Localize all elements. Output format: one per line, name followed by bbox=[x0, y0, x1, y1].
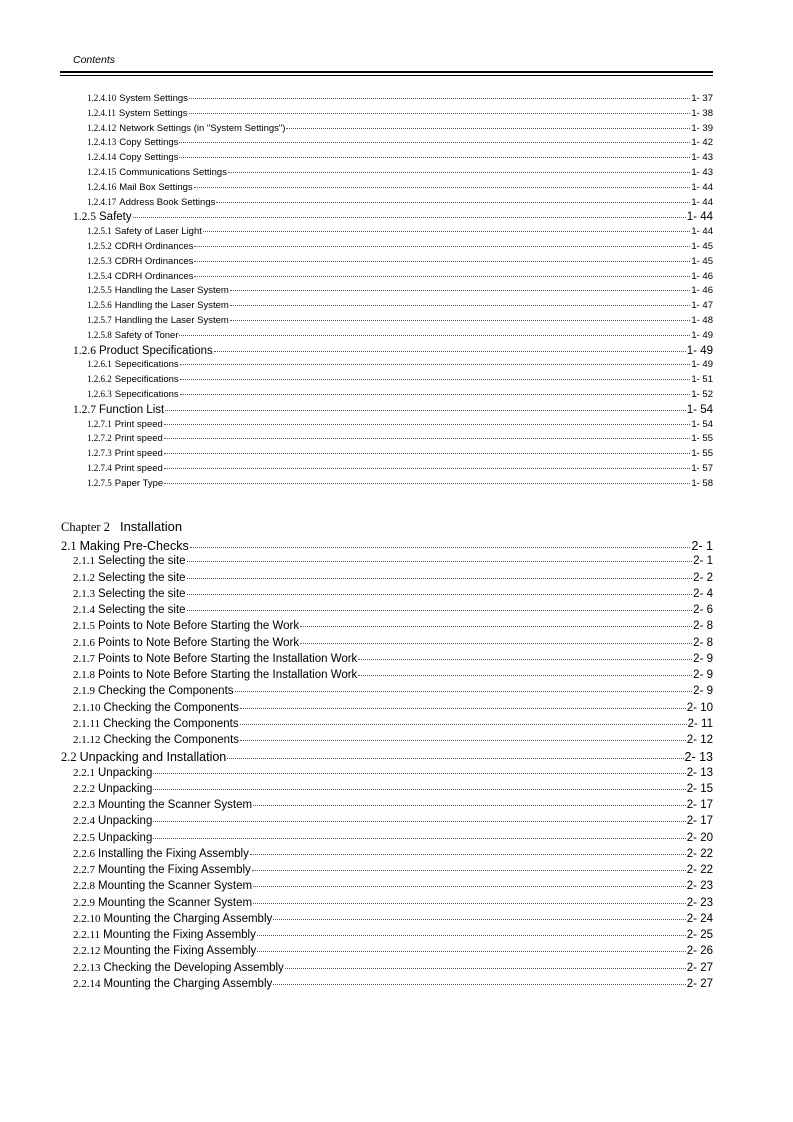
dot-leader bbox=[273, 919, 686, 920]
toc-entry-title: CDRH Ordinances bbox=[114, 270, 194, 282]
toc-entry-title: Checking the Components bbox=[98, 685, 234, 698]
toc-entry-number: 2.2.7 bbox=[73, 864, 95, 876]
toc-entry-title: Safety of Laser Light bbox=[114, 226, 202, 238]
toc-entry-title: Unpacking bbox=[98, 831, 153, 844]
toc-entry-number: 2.1 bbox=[61, 539, 77, 553]
dot-leader bbox=[194, 246, 690, 247]
toc-entry-title: Print speed bbox=[114, 418, 163, 430]
toc-entry[interactable] bbox=[0, 211, 713, 223]
toc-entry[interactable] bbox=[0, 330, 713, 341]
toc-entry-number: 1.2.5.6 bbox=[87, 300, 112, 311]
toc-entry-number: 2.2.8 bbox=[73, 880, 95, 893]
toc-entry[interactable] bbox=[0, 620, 713, 632]
dot-leader bbox=[187, 594, 693, 595]
toc-entry[interactable] bbox=[0, 256, 713, 267]
toc-entry[interactable] bbox=[0, 864, 713, 876]
toc-entry-number: 2.2.2 bbox=[73, 782, 95, 795]
toc-entry-title: Mounting the Fixing Assembly bbox=[98, 864, 251, 876]
toc-entry-title: Mounting the Scanner System bbox=[98, 799, 253, 811]
toc-entry-page: 2- 8 bbox=[693, 620, 713, 633]
toc-entry-title: Selecting the site bbox=[98, 587, 186, 600]
toc-entry-number: 2.1.5 bbox=[73, 620, 95, 633]
toc-entry-title: Safety bbox=[99, 211, 132, 224]
toc-entry-number: 2.1.2 bbox=[73, 571, 95, 584]
toc-entry-title: Unpacking bbox=[98, 782, 153, 795]
toc-entry-number: 1.2.7.1 bbox=[87, 418, 112, 429]
toc-entry[interactable] bbox=[0, 880, 713, 892]
toc-entry-number: 1.2.6.3 bbox=[87, 389, 112, 399]
toc-entry-number: 1.2.4.17 bbox=[87, 196, 117, 207]
toc-entry-number: 1.2.6.1 bbox=[87, 359, 112, 370]
toc-entry-page: 1- 45 bbox=[691, 241, 713, 252]
dot-leader bbox=[240, 740, 686, 741]
dot-leader bbox=[190, 547, 691, 548]
toc-entry-page: 1- 48 bbox=[691, 315, 713, 326]
toc-entry[interactable] bbox=[0, 197, 713, 208]
toc-entry-page: 1- 37 bbox=[691, 93, 713, 104]
toc-entry-page: 1- 49 bbox=[691, 359, 713, 371]
toc-entry-number: 1.2.7.5 bbox=[87, 477, 112, 488]
toc-entry-number: 1.2.4.13 bbox=[87, 137, 117, 148]
toc-entry-title: Selecting the site bbox=[98, 555, 186, 568]
toc-entry[interactable] bbox=[0, 539, 713, 554]
toc-entry-title: Points to Note Before Starting the Installation Work bbox=[98, 652, 358, 665]
toc-entry-number: 2.2.3 bbox=[73, 799, 95, 811]
toc-entry[interactable] bbox=[0, 374, 713, 385]
toc-entry-number: 1.2.5 bbox=[73, 211, 96, 224]
dot-leader bbox=[300, 626, 692, 627]
dot-leader bbox=[230, 320, 691, 321]
toc-entry[interactable] bbox=[0, 832, 713, 844]
toc-entry[interactable] bbox=[0, 345, 713, 357]
toc-entry-title: Unpacking and Installation bbox=[79, 750, 227, 765]
toc-entry[interactable] bbox=[0, 978, 713, 990]
toc-entry-number: 2.2.5 bbox=[73, 831, 95, 844]
toc-entry[interactable] bbox=[0, 702, 713, 714]
toc-entry-page: 2- 15 bbox=[686, 782, 713, 795]
toc-entry-page: 2- 9 bbox=[693, 685, 713, 698]
toc-entry-title: Copy Settings bbox=[119, 152, 179, 164]
toc-entry-page: 1- 51 bbox=[691, 374, 713, 386]
toc-entry-page: 2- 13 bbox=[684, 750, 713, 765]
toc-entry-title: System Settings bbox=[118, 107, 188, 119]
toc-entry[interactable] bbox=[0, 389, 713, 400]
toc-entry-title: Checking the Developing Assembly bbox=[103, 961, 284, 974]
toc-entry-title: Mounting the Scanner System bbox=[98, 880, 253, 893]
toc-entry-number: 2.2.12 bbox=[73, 945, 101, 958]
dot-leader bbox=[187, 561, 693, 562]
toc-entry-page: 1- 44 bbox=[691, 181, 713, 193]
toc-entry-number: 1.2.7 bbox=[73, 403, 96, 416]
toc-entry[interactable] bbox=[0, 848, 713, 860]
toc-entry[interactable] bbox=[0, 637, 713, 649]
toc-entry-number: 2.1.3 bbox=[73, 587, 95, 600]
toc-entry[interactable] bbox=[0, 913, 713, 925]
toc-entry-page: 1- 39 bbox=[691, 122, 713, 134]
toc-entry-number: 2.1.11 bbox=[73, 717, 101, 730]
toc-entry[interactable] bbox=[0, 750, 713, 765]
dot-leader bbox=[250, 854, 686, 855]
toc-entry-title: Sepecifications bbox=[114, 389, 179, 400]
toc-entry-title: Selecting the site bbox=[98, 571, 186, 584]
toc-entry-page: 2- 20 bbox=[686, 831, 713, 844]
toc-entry[interactable] bbox=[0, 572, 713, 584]
toc-entry-title: Paper Type bbox=[114, 477, 164, 489]
toc-entry-title: Print speed bbox=[114, 463, 163, 474]
dot-leader bbox=[203, 231, 690, 232]
toc-entry-page: 1- 43 bbox=[691, 152, 713, 164]
dot-leader bbox=[214, 351, 686, 352]
dot-leader bbox=[153, 838, 685, 839]
toc-entry-page: 2- 17 bbox=[686, 799, 713, 811]
toc-entry-page: 1- 54 bbox=[686, 403, 713, 416]
dot-leader bbox=[227, 758, 683, 759]
toc-entry-number: 1.2.4.14 bbox=[87, 152, 117, 163]
toc-entry-number: 2.1.10 bbox=[73, 701, 101, 714]
toc-entry-title: Unpacking bbox=[98, 766, 153, 779]
toc-entry-page: 2- 1 bbox=[693, 555, 713, 568]
toc-entry[interactable] bbox=[0, 653, 713, 665]
toc-entry-page: 2- 23 bbox=[686, 896, 713, 909]
toc-entry-page: 2- 27 bbox=[686, 977, 713, 990]
toc-entry-number: 1.2.7.3 bbox=[87, 448, 112, 459]
toc-entry-page: 1- 42 bbox=[691, 137, 713, 149]
toc-entry-title: Making Pre-Checks bbox=[79, 539, 189, 553]
dot-leader bbox=[179, 157, 690, 158]
toc-entry-page: 2- 11 bbox=[687, 717, 713, 730]
toc-entry-number: 2.2.13 bbox=[73, 961, 101, 974]
toc-entry-title: Handling the Laser System bbox=[114, 285, 229, 297]
toc-entry[interactable] bbox=[0, 799, 713, 811]
toc-entry-title: Mounting the Charging Assembly bbox=[103, 912, 273, 925]
toc-entry[interactable] bbox=[0, 241, 713, 252]
toc-entry-page: 2- 13 bbox=[686, 766, 713, 779]
dot-leader bbox=[180, 364, 691, 365]
toc-entry-title: Mounting the Charging Assembly bbox=[103, 977, 273, 990]
toc-entry-title: CDRH Ordinances bbox=[114, 241, 194, 252]
chapter-label: Chapter 2 bbox=[61, 520, 110, 534]
toc-entry-number: 1.2.7.4 bbox=[87, 463, 112, 473]
toc-entry-title: Print speed bbox=[114, 433, 163, 445]
toc-entry-page: 2- 17 bbox=[686, 815, 713, 828]
dot-leader bbox=[252, 870, 686, 871]
toc-entry-number: 1.2.4.15 bbox=[87, 167, 117, 177]
toc-entry-page: 1- 43 bbox=[691, 167, 713, 178]
toc-entry-page: 2- 23 bbox=[686, 880, 713, 893]
toc-entry-page: 1- 55 bbox=[691, 433, 713, 445]
running-header: Contents bbox=[73, 54, 116, 66]
toc-entry-number: 2.2 bbox=[61, 750, 77, 765]
toc-entry[interactable] bbox=[0, 315, 713, 326]
toc-entry-number: 1.2.6.2 bbox=[87, 374, 112, 385]
dot-leader bbox=[253, 886, 686, 887]
toc-entry[interactable] bbox=[0, 182, 713, 193]
toc-entry-page: 2- 4 bbox=[693, 587, 713, 600]
toc-entry-number: 1.2.4.16 bbox=[87, 181, 117, 192]
dot-leader bbox=[187, 610, 693, 611]
toc-entry[interactable] bbox=[0, 815, 713, 827]
toc-entry-number: 2.1.1 bbox=[73, 555, 95, 568]
dot-leader bbox=[179, 335, 690, 336]
toc-entry[interactable] bbox=[0, 300, 713, 311]
dot-leader bbox=[235, 691, 693, 692]
toc-entry-number: 1.2.4.10 bbox=[87, 93, 117, 103]
toc-entry-page: 1- 52 bbox=[691, 389, 713, 400]
dot-leader bbox=[286, 128, 690, 129]
toc-entry[interactable] bbox=[0, 897, 713, 909]
toc-entry-number: 1.2.5.5 bbox=[87, 285, 112, 296]
toc-entry-number: 1.2.5.8 bbox=[87, 329, 112, 340]
toc-entry-title: Installing the Fixing Assembly bbox=[98, 847, 249, 860]
dot-leader bbox=[358, 659, 692, 660]
toc-entry-page: 2- 25 bbox=[686, 929, 713, 941]
dot-leader bbox=[273, 984, 686, 985]
toc-entry-number: 1.2.5.1 bbox=[87, 226, 112, 237]
toc-entry-title: Function List bbox=[99, 403, 165, 416]
toc-entry-number: 2.2.1 bbox=[73, 766, 95, 779]
toc-entry[interactable] bbox=[0, 478, 713, 489]
dot-leader bbox=[164, 483, 690, 484]
toc-entry-number: 2.1.12 bbox=[73, 734, 101, 746]
toc-entry-page: 2- 22 bbox=[686, 847, 713, 860]
toc-entry-title: Safety of Toner bbox=[114, 329, 179, 341]
dot-leader bbox=[165, 410, 686, 411]
toc-entry-number: 1.2.6 bbox=[73, 344, 96, 357]
toc-entry-number: 2.1.4 bbox=[73, 604, 95, 616]
toc-entry-title: Selecting the site bbox=[98, 604, 186, 616]
dot-leader bbox=[189, 98, 690, 99]
dot-leader bbox=[194, 276, 690, 277]
toc-entry-page: 2- 2 bbox=[693, 571, 713, 584]
toc-entry-page: 2- 26 bbox=[686, 945, 713, 958]
toc-entry-number: 1.2.5.3 bbox=[87, 255, 112, 266]
toc-entry[interactable] bbox=[0, 108, 713, 119]
dot-leader bbox=[153, 821, 685, 822]
toc-entry[interactable] bbox=[0, 685, 713, 697]
toc-entry[interactable] bbox=[0, 669, 713, 681]
dot-leader bbox=[179, 142, 690, 143]
toc-entry-page: 1- 38 bbox=[691, 107, 713, 119]
dot-leader bbox=[216, 202, 690, 203]
toc-entry-number: 1.2.5.2 bbox=[87, 241, 112, 251]
toc-entry-title: Network Settings (in "System Settings") bbox=[119, 122, 286, 134]
toc-entry-title: Handling the Laser System bbox=[114, 300, 229, 312]
dot-leader bbox=[133, 217, 686, 218]
toc-entry-number: 2.1.7 bbox=[73, 652, 95, 665]
toc-entry-number: 2.2.9 bbox=[73, 896, 95, 909]
toc-entry[interactable] bbox=[0, 419, 713, 430]
toc-entry[interactable] bbox=[0, 783, 713, 795]
toc-entry-page: 1- 54 bbox=[691, 418, 713, 430]
chapter-heading bbox=[61, 518, 182, 536]
dot-leader bbox=[240, 724, 687, 725]
toc-entry-title: Sepecifications bbox=[114, 359, 179, 371]
toc-entry-number: 2.1.8 bbox=[73, 669, 95, 681]
toc-entry-page: 2- 12 bbox=[686, 734, 713, 746]
toc-entry-page: 2- 27 bbox=[686, 961, 713, 974]
toc-entry-number: 2.2.11 bbox=[73, 929, 101, 941]
toc-entry-title: Handling the Laser System bbox=[114, 315, 229, 326]
toc-entry-page: 1- 57 bbox=[691, 463, 713, 474]
toc-entry-number: 1.2.4.11 bbox=[87, 107, 116, 118]
toc-entry[interactable] bbox=[0, 167, 713, 178]
toc-entry-page: 2- 1 bbox=[691, 539, 713, 553]
toc-entry-number: 2.2.10 bbox=[73, 912, 101, 925]
dot-leader bbox=[180, 379, 691, 380]
dot-leader bbox=[300, 643, 692, 644]
dot-leader bbox=[230, 290, 691, 291]
toc-entry[interactable] bbox=[0, 359, 713, 370]
toc-entry-page: 2- 6 bbox=[693, 604, 713, 616]
toc-entry[interactable] bbox=[0, 718, 713, 730]
toc-entry-page: 1- 58 bbox=[691, 477, 713, 489]
toc-entry-page: 2- 24 bbox=[686, 912, 713, 925]
toc-entry-page: 1- 55 bbox=[691, 448, 713, 460]
toc-entry-title: Print speed bbox=[114, 448, 163, 460]
toc-entry[interactable] bbox=[0, 767, 713, 779]
toc-entry-page: 2- 9 bbox=[693, 669, 713, 681]
dot-leader bbox=[257, 935, 686, 936]
toc-entry-number: 1.2.5.4 bbox=[87, 270, 112, 281]
dot-leader bbox=[253, 903, 686, 904]
dot-leader bbox=[180, 394, 691, 395]
toc-entry-title: Points to Note Before Starting the Work bbox=[98, 636, 300, 649]
toc-entry-page: 1- 45 bbox=[691, 255, 713, 267]
toc-entry[interactable] bbox=[0, 448, 713, 459]
dot-leader bbox=[187, 578, 693, 579]
toc-entry[interactable] bbox=[0, 404, 713, 416]
dot-leader bbox=[164, 453, 691, 454]
toc-entry-title: Checking the Components bbox=[103, 717, 239, 730]
toc-entry-page: 1- 46 bbox=[691, 270, 713, 282]
toc-entry-page: 1- 44 bbox=[691, 226, 713, 238]
toc-entry[interactable] bbox=[0, 226, 713, 237]
toc-entry[interactable] bbox=[0, 463, 713, 474]
dot-leader bbox=[358, 675, 692, 676]
toc-entry[interactable] bbox=[0, 433, 713, 444]
header-rule-thin bbox=[60, 75, 713, 76]
toc-entry-number: 1.2.4.12 bbox=[87, 122, 117, 133]
toc-entry[interactable] bbox=[0, 588, 713, 600]
dot-leader bbox=[153, 773, 685, 774]
toc-entry-title: Address Book Settings bbox=[119, 196, 216, 208]
dot-leader bbox=[194, 187, 691, 188]
toc-entry-title: Points to Note Before Starting the Work bbox=[98, 620, 300, 633]
toc-entry-number: 2.2.6 bbox=[73, 847, 95, 860]
toc-entry-page: 1- 44 bbox=[686, 211, 713, 224]
toc-entry-title: Copy Settings bbox=[119, 137, 179, 149]
dot-leader bbox=[230, 305, 691, 306]
toc-entry-page: 2- 22 bbox=[686, 864, 713, 876]
toc-entry[interactable] bbox=[0, 93, 713, 104]
toc-entry-title: System Settings bbox=[119, 93, 188, 104]
toc-entry-title: Communications Settings bbox=[119, 167, 227, 178]
toc-entry-title: Mail Box Settings bbox=[119, 181, 193, 193]
toc-entry-number: 2.2.14 bbox=[73, 977, 101, 990]
toc-entry[interactable] bbox=[0, 604, 713, 616]
chapter-title: Installation bbox=[119, 519, 183, 534]
toc-entry[interactable] bbox=[0, 137, 713, 148]
toc-entry-number: 1.2.7.2 bbox=[87, 433, 112, 444]
dot-leader bbox=[189, 113, 691, 114]
dot-leader bbox=[253, 805, 686, 806]
toc-entry-title: Sepecifications bbox=[114, 374, 179, 386]
toc-entry-page: 1- 49 bbox=[686, 344, 713, 357]
toc-entry-title: Mounting the Fixing Assembly bbox=[103, 945, 257, 958]
toc-entry-number: 2.1.9 bbox=[73, 685, 95, 698]
header-rule-thick bbox=[60, 71, 713, 73]
toc-entry-title: Unpacking bbox=[98, 815, 153, 828]
toc-entry-page: 2- 8 bbox=[693, 636, 713, 649]
toc-entry-number: 1.2.5.7 bbox=[87, 315, 112, 325]
toc-entry-title: Mounting the Fixing Assembly bbox=[103, 929, 256, 941]
toc-entry-page: 1- 46 bbox=[691, 285, 713, 297]
toc-entry-number: 2.1.6 bbox=[73, 636, 95, 649]
toc-entry[interactable] bbox=[0, 271, 713, 282]
dot-leader bbox=[164, 424, 691, 425]
toc-entry[interactable] bbox=[0, 734, 713, 746]
toc-entry-title: Mounting the Scanner System bbox=[98, 896, 253, 909]
toc-entry[interactable] bbox=[0, 285, 713, 296]
dot-leader bbox=[164, 438, 691, 439]
dot-leader bbox=[257, 951, 686, 952]
dot-leader bbox=[164, 468, 691, 469]
toc-entry-title: Checking the Components bbox=[103, 701, 240, 714]
toc-entry-page: 1- 49 bbox=[691, 329, 713, 341]
toc-entry-page: 2- 10 bbox=[686, 701, 713, 714]
toc-entry[interactable] bbox=[0, 555, 713, 567]
toc-entry-page: 2- 9 bbox=[693, 652, 713, 665]
toc-entry-title: Checking the Components bbox=[103, 734, 240, 746]
toc-entry[interactable] bbox=[0, 945, 713, 957]
dot-leader bbox=[153, 789, 685, 790]
toc-entry[interactable] bbox=[0, 962, 713, 974]
dot-leader bbox=[228, 172, 690, 173]
toc-entry-page: 1- 44 bbox=[691, 196, 713, 208]
toc-entry[interactable] bbox=[0, 123, 713, 134]
dot-leader bbox=[240, 708, 686, 709]
toc-entry[interactable] bbox=[0, 152, 713, 163]
toc-entry-number: 2.2.4 bbox=[73, 815, 95, 828]
toc-entry[interactable] bbox=[0, 929, 713, 941]
toc-entry-title: Points to Note Before Starting the Installation Work bbox=[98, 669, 358, 681]
toc-entry-title: CDRH Ordinances bbox=[114, 255, 194, 267]
dot-leader bbox=[194, 261, 690, 262]
dot-leader bbox=[285, 968, 686, 969]
toc-entry-title: Product Specifications bbox=[99, 344, 213, 357]
toc-entry-page: 1- 47 bbox=[691, 300, 713, 312]
